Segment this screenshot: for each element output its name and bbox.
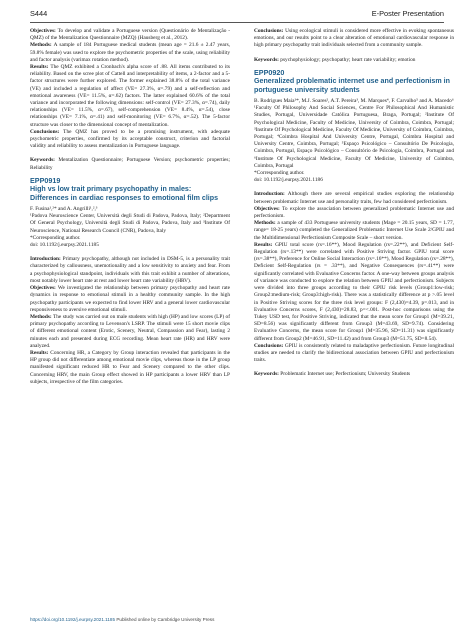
- abstract-code: EPP0919: [30, 175, 61, 185]
- doi-link[interactable]: doi: 10.1192/j.eurpsy.2021.1186: [254, 177, 323, 184]
- conclusions-paragraph: Conclusions: GPIU is consistently related to maladaptive perfectionism. Future longitudinal studies are needed to clarify the bidirectional association between GPIU and perfectionism traits.: [254, 342, 454, 364]
- results-paragraph: Results: The QMZ exhibited a Cronbach's alpha score of .88. All items contributed to its reliability. Based on the scree plot of Cattell and interpretability of items, a 2-factor and a 5-factor structures were further explored. The former explained 38.8% of the total variance (VE) and included a regulation of affect (VE= 27.3%, α=.79) and a self-reflection and emotional awareness (VE= 11.5%, α=.62) factors. The latter explained 60.6% of the total variance and incorporated the following dimensions: self-control (VE= 27.3%, α=.74), daily relationships (VE= 11.5%, α=.67), self-comprehension (VE= 8.4%, α=.54), close relationships (VE= 7.1%, α=.41) and self-monitoring (VE= 6.7%, α=.52). The 5-factor structure was closer to the dimensional concept of mentalization.: [30, 64, 230, 128]
- methods-paragraph: Methods: The study was carried out on male students with high (HP) and low scores (LP) of primary psychopathy according to Levenson's LSRP. The stimuli were 15 short movie clips of different emotional content (Erotic, Scenery, Neutral, Compassion and Fear), lasting 2 minutes each and presented during ECG recording. Mean heart rate (HR) and HRV were analyzed.: [30, 313, 230, 349]
- results-paragraph: Results: Concerning HR, a Category by Group interaction revealed that participants in the HP group did not differentiate among emotional movie clips, whereas those in the LP group manifested significant reduced HR to Fear and Scenery compared to the other clips. Concerning HRV, the main Group effect showed in HP participants a lower HRV than LP subjects, irrespective of the film categories.: [30, 349, 230, 385]
- keywords-paragraph: Keywords: psychophysiology; psychopathy; heart rate variability; emotion: [254, 56, 416, 63]
- right-column: [254, 28, 454, 379]
- methods-paragraph: Methods: a sample of 433 Portuguese university students (Mage = 20.15 years, SD = 1.77, range= 18-25 years) completed the Generalized Problematic Internet Use Scale 2/GPIU and the Multidimensional Perfectionism Composite Scale – short version.: [254, 220, 454, 241]
- abstract-title: Generalized problematic internet use and perfectionism in portuguese university students: [254, 77, 450, 95]
- left-column: [30, 28, 230, 386]
- keywords-paragraph: Keywords: Problematic Internet use; Perfectionism; University Students: [254, 371, 411, 378]
- conclusions-paragraph: Conclusions: Using ecological stimuli is considered more effective in evoking spontaneous emotions, and our results point to a clear alteration of emotional cardiovascular response in high primary psychopathy trait individuals selected from a community sample.: [254, 28, 454, 49]
- introduction-paragraph: Introduction: Although there are several empirical studies exploring the relationship between problematic Internet use and personality traits, few had considered perfectionism.: [254, 191, 454, 205]
- page-footer: [30, 617, 214, 622]
- objectives-paragraph: Objectives: To explore the association between generalized problematic Internet use and perfectionism.: [254, 205, 454, 220]
- abstract-code: EPP0920: [254, 67, 285, 77]
- objectives-paragraph: Objectives: We investigated the relationship between primary psychopathy and heart rate dynamics in response to emotional stimuli in a healthy community sample. In the high psychopathy participants we expected to find lower HRV and a general lower cardiovascular responsiveness to aversive emotional stimuli.: [30, 285, 230, 313]
- author-list: B. Rodrigues Maia¹*, M.J. Soares², A.T. Pereira³, M. Marques⁴, F. Carvalho⁵ and A. Macedo⁶: [254, 98, 454, 105]
- corresponding-author: *Corresponding author.: [254, 170, 305, 177]
- page-number: S444: [30, 9, 48, 18]
- author-list: F. Fusina¹,²* and A. Angrilli¹,²,³: [30, 206, 98, 213]
- affiliations: ¹Faculty Of Philosophy And Social Sciences, Centre For Philosophical And Humanistic Studies, Portugal, Universidade Católica Portuguesa, Braga, Portugal; ²Institute Of Psychological Medicine, Faculty of Medicine, University of Coimbra, Coimbra, Portugal; ³Institute Of Psychological Medicine, Faculty Of Medicine, University of Coimbra, Coimbra, Portugal; ⁴Coimbra Hospital And University Centre, Portugal, Coimbra Hospital and University Centre, Coimbra, Portugal; ⁵Espaço Psicológico – Consultório De Psicologia, Coimbra, Portugal, Espaço Psicológico – Consultório de Psicologia, Coimbra, Portugal and ⁶Institute Of Psychological Medicine, Faculty Of Medicine, University of Coimbra, Coimbra, Portugal: [254, 105, 454, 169]
- footer-doi-link[interactable]: https://doi.org/10.1192/j.eurpsy.2021.1185: [30, 617, 116, 622]
- header-divider: [30, 22, 444, 23]
- results-paragraph: Results: GPIU total score (rs=.16**), Mood Regulation (rs=.22**), and Deficient Self-Regulation (rs=.13**) were correlated with Positive Striving factor. GPIU total score (rs=.38**), Preference for Online Social Interaction (rs=.16**), Mood Regulation (rs=.28**), Deficient Self-Regulation (rs = .33**), and Negative Consequences (rs=.41**) were significantly correlated with Evaluative Concerns factor. A one-way between groups analysis of variance was conducted to explore the relation between GPIU and perfectionism. Subjects were divided into three groups according to their GPIU risk levels (Group1:low-risk; Group2:medium-risk; Group3:high-risk). There was a statistically difference at p >.05 level in Positive Striving scores for the three risk level groups: F (2,430)=4.39, p=.013, and in Evaluative Concerns scores, F (2,430)=28.83, p=<.001. Post-hoc comparisons using the Tukey USD test, for Positive Striving, indicated that the mean score for Group1 (M=39.21, SD=8.56) was significantly different from Group3 (M=43.69, SD=9.74). Considering Evaluative Concerns, the mean score for Group1 (M=35.96, SD=11.31) was significantly different from Group2 (M=46.91, SD=11.42) and from Group3 (M=51.75, SD=8.54).: [254, 241, 454, 342]
- corresponding-author: *Corresponding author.: [30, 234, 81, 241]
- page-header: [30, 9, 444, 21]
- objectives-paragraph: Objectives: To develop and validate a Portuguese version (Questionário de Mentalização - QMZ) of the Mentalization Questionnaire (MZQ) (Hausberg et al., 2012).: [30, 28, 230, 42]
- keywords-paragraph: Keywords: Mentalization Questionnaire; Portuguese Version; psychometric properties; Reliability: [30, 157, 230, 171]
- methods-paragraph: Methods: A sample of 184 Portuguese medical students (mean age = 21.6 ± 2.47 years, 59.8% female) was used to explore the psychometric properties of the scale, using reliability and factor analysis (varimax rotation method).: [30, 42, 230, 63]
- introduction-paragraph: Introduction: Primary psychopathy, although not included in DSM-5, is a personality trait characterized by callousness, unemotionality and a low sensitivity to anxiety and fear. From a psychophysiological standpoint, individuals with this trait exhibit a number of alterations, most notably lower heart rate at rest and lower heart rate variability (HRV).: [30, 256, 230, 284]
- doi-link[interactable]: doi: 10.1192/j.eurpsy.2021.1185: [30, 242, 99, 249]
- affiliations: ¹Padova Neuroscience Center, Università degli Studi di Padova, Padova, Italy; ²Department Of General Psychology, Università degli Studi di Padova, Padova, Italy and ³Institute Of Neuroscience, National Research Council (CNR), Padova, Italy: [30, 213, 230, 234]
- conclusions-paragraph: Conclusions: The QMZ has proved to be a promising instrument, with adequate psychometric properties, confirmed by its acceptable construct, criterion and factorial validity and reliability to assess mentalization in Portuguese language.: [30, 128, 230, 150]
- abstract-title: High vs low trait primary psychopathy in males: Differences in cardiac responses to emotional film clips: [30, 185, 219, 203]
- section-title: E-Poster Presentation: [371, 9, 444, 18]
- footer-publisher: Published online by Cambridge University Press: [115, 617, 215, 622]
